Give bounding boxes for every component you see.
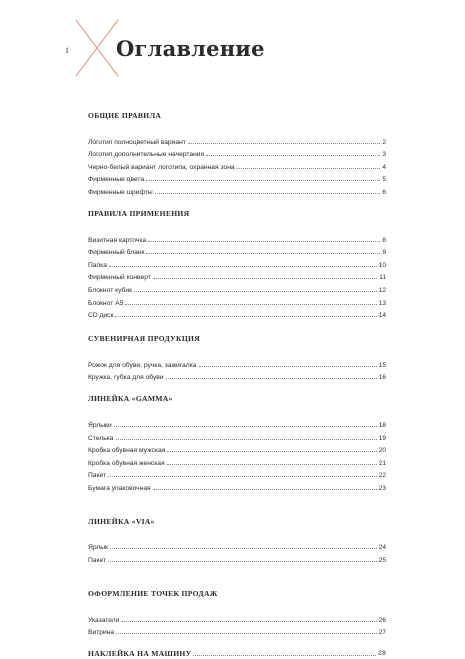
page-title: Оглавление (116, 36, 265, 61)
entry-page: 16 (378, 374, 386, 382)
dot-leader (108, 475, 377, 477)
table-of-contents (88, 110, 386, 659)
toc-entry[interactable] (88, 231, 386, 244)
entry-page: 18 (378, 421, 386, 429)
toc-entry[interactable] (88, 611, 386, 624)
toc-entry[interactable] (88, 294, 386, 307)
dot-leader (116, 438, 377, 440)
entry-page: 19 (378, 434, 386, 442)
dot-leader (146, 179, 380, 181)
entry-label: Бумага упаковочная (88, 484, 151, 492)
dot-leader (110, 547, 377, 549)
entry-label: Кробка обувная женская (88, 459, 165, 467)
dot-leader (237, 167, 381, 169)
dot-leader (134, 290, 377, 292)
entry-page: 5 (382, 176, 386, 184)
toc-entry[interactable] (88, 429, 386, 442)
entry-label: Фирменные шрифты (88, 188, 153, 196)
toc-entry[interactable] (88, 307, 386, 320)
dot-leader (148, 240, 380, 242)
entry-label: Визитная карточка (88, 236, 147, 244)
entry-label: Блокнот кубик (88, 286, 133, 294)
toc-entry[interactable] (88, 158, 386, 171)
section-title: ПРАВИЛА ПРИМЕНЕНИЯ (88, 208, 190, 218)
dot-leader (116, 632, 377, 634)
entry-page: 3 (382, 151, 386, 159)
toc-final-entry[interactable] (88, 648, 386, 659)
toc-entry[interactable] (88, 454, 386, 467)
entry-page: 12 (378, 286, 386, 294)
dot-leader (125, 303, 376, 305)
dot-leader (167, 463, 377, 465)
dot-leader (108, 560, 377, 562)
toc-entry[interactable] (88, 624, 386, 637)
entry-page: 8 (382, 236, 386, 244)
dot-leader (109, 265, 377, 267)
dot-leader (155, 192, 381, 194)
section-title: ОФОРМЛЕНИЕ ТОЧЕК ПРОДАЖ (88, 589, 218, 599)
toc-entry[interactable] (88, 467, 386, 480)
dot-leader (193, 654, 376, 656)
entry-page: 15 (378, 361, 386, 369)
entry-label: Черно-белый вариант логотипа, охранная зона (88, 163, 235, 171)
dot-leader (153, 277, 377, 279)
toc-entry[interactable] (88, 442, 386, 455)
dot-leader (115, 315, 376, 317)
entry-label: Пакет (88, 557, 107, 565)
entry-label: Фирменный конверт (88, 274, 151, 282)
toc-entry[interactable] (88, 183, 386, 196)
entry-page: 13 (378, 299, 386, 307)
entry-page: 10 (378, 261, 386, 269)
entry-page: 22 (378, 472, 386, 480)
toc-entry[interactable] (88, 171, 386, 184)
entry-label: Стелька (88, 434, 114, 442)
dot-leader (167, 450, 376, 452)
section-title: НАКЛЕЙКА НА МАШИНУ (88, 649, 192, 659)
toc-entry[interactable] (88, 133, 386, 146)
dot-leader (199, 365, 377, 367)
entry-label: Папка (88, 261, 107, 269)
toc-entry[interactable] (88, 244, 386, 257)
entry-page: 24 (378, 544, 386, 552)
entry-page: 25 (378, 557, 386, 565)
toc-section (88, 393, 386, 492)
entry-page: 9 (382, 249, 386, 257)
page-number: 1 (65, 46, 69, 55)
entry-label: Логотип дополнительные начертания (88, 151, 205, 159)
entry-label: Ярлыки (88, 421, 112, 429)
dot-leader (188, 142, 381, 144)
dot-leader (146, 252, 380, 254)
dot-leader (153, 488, 377, 490)
entry-page: 27 (378, 629, 386, 637)
entry-label: Ярлык (88, 544, 108, 552)
dot-leader (166, 377, 377, 379)
toc-entry[interactable] (88, 551, 386, 564)
entry-page: 11 (379, 274, 386, 282)
toc-section (88, 516, 386, 564)
toc-entry[interactable] (88, 256, 386, 269)
entry-label: Фирменный бланк (88, 249, 145, 257)
entry-page: 23 (378, 484, 386, 492)
page-header (60, 18, 420, 78)
entry-page: 21 (378, 459, 386, 467)
entry-page: 6 (382, 188, 386, 196)
toc-entry[interactable] (88, 416, 386, 429)
entry-label: Кружка, губка для обуви (88, 374, 164, 382)
entry-label: Указатели (88, 616, 120, 624)
toc-entry[interactable] (88, 369, 386, 382)
entry-page: 14 (378, 312, 386, 320)
entry-page: 26 (378, 616, 386, 624)
section-title: СУВЕНИРНАЯ ПРОДУКЦИЯ (88, 334, 201, 344)
dot-leader (206, 154, 380, 156)
toc-entry[interactable] (88, 479, 386, 492)
toc-entry[interactable] (88, 356, 386, 369)
entry-label: CD диск (88, 312, 114, 320)
section-title: ОБЩИЕ ПРАВИЛА (88, 111, 162, 120)
toc-section (88, 333, 386, 381)
entry-page: 2 (382, 138, 386, 146)
entry-page: 28 (378, 650, 386, 658)
entry-label: Логотип полноцветный вариант (88, 138, 186, 146)
toc-section (88, 208, 386, 319)
entry-label: Витрина (88, 629, 115, 637)
dot-leader (114, 425, 377, 427)
toc-entry[interactable] (88, 146, 386, 159)
entry-label: Рожок для обуви, ручка, зажигалка (88, 361, 197, 369)
section-title: ЛИНЕЙКА «GAMMA» (88, 394, 173, 404)
dot-leader (121, 620, 376, 622)
toc-entry[interactable] (88, 269, 386, 282)
entry-page: 4 (382, 163, 386, 171)
entry-label: Фирменные цвета (88, 176, 145, 184)
toc-section (88, 110, 386, 196)
toc-section (88, 588, 386, 636)
entry-label: Кробка обувная мужская (88, 447, 166, 455)
toc-entry[interactable] (88, 539, 386, 552)
section-title: ЛИНЕЙКА «VIA» (88, 516, 155, 526)
entry-label: Блокнот А5 (88, 299, 124, 307)
entry-label: Пакет (88, 472, 107, 480)
cross-mark-icon (74, 18, 120, 78)
entry-page: 20 (378, 447, 386, 455)
toc-entry[interactable] (88, 281, 386, 294)
